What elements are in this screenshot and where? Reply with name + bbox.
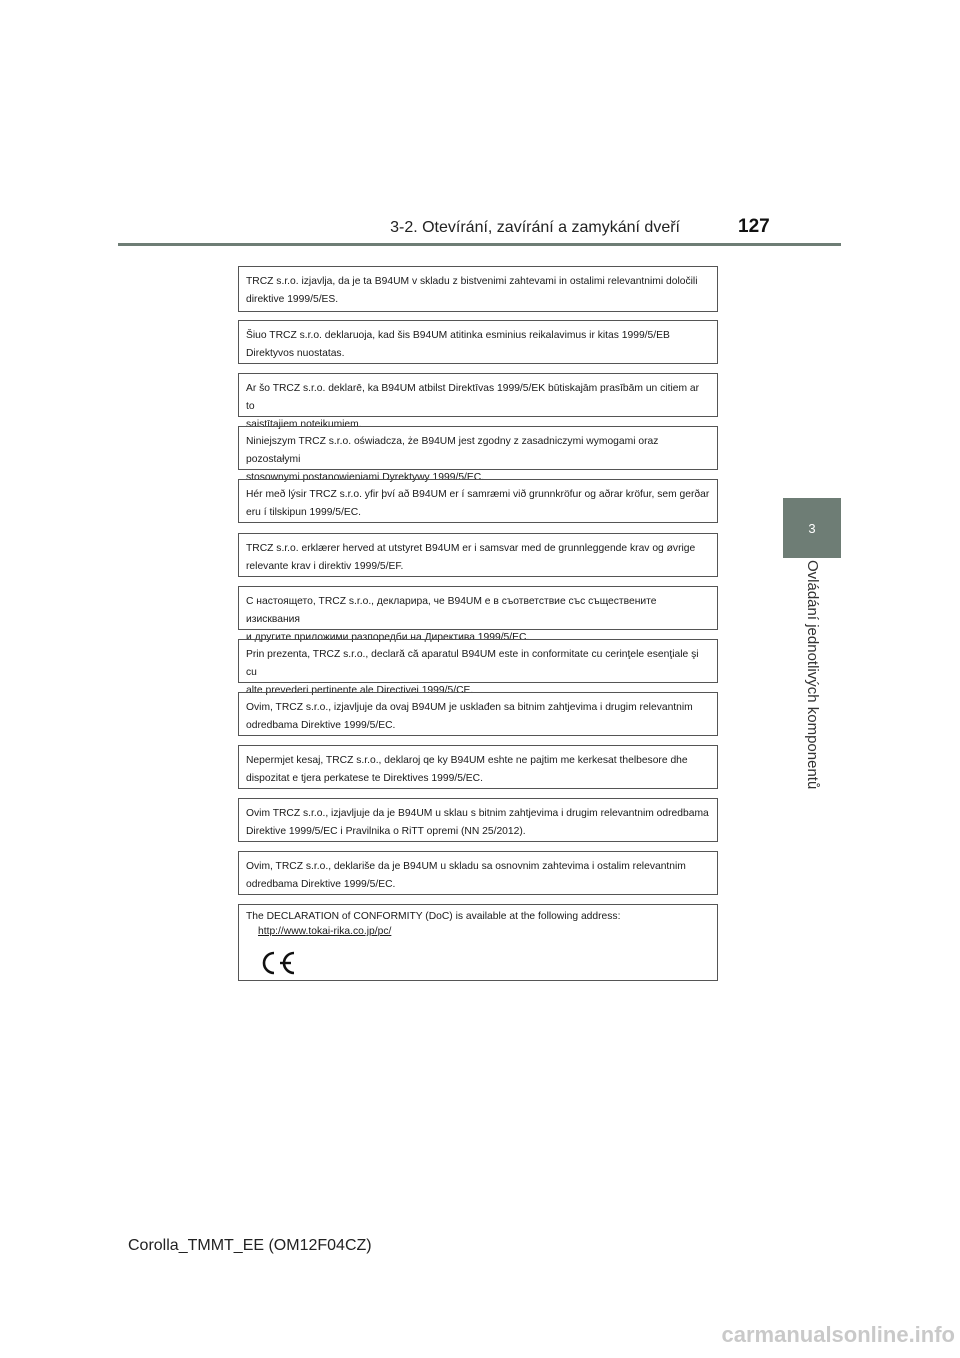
declaration-box	[238, 373, 718, 430]
declaration-box	[238, 851, 718, 895]
doc-availability-box	[238, 904, 718, 981]
declaration-line: Hér með lýsir TRCZ s.r.o. yfir því að B94UM er í samræmi við grunnkröfur og aðrar kröfur, sem gerðar	[246, 489, 710, 500]
declaration-line: Direktive 1999/5/EC i Pravilnika o RiTT opremi (NN 25/2012).	[246, 826, 526, 837]
declaration-line: С настоящето, TRCZ s.r.o., декларира, че B94UM е в съответствие със съществените изисквания	[246, 596, 657, 625]
declaration-line: Ovim, TRCZ s.r.o., deklariše da je B94UM u skladu sa osnovnim zahtevima i ostalim relevantnim	[246, 861, 686, 872]
doc-url-link[interactable]: http://www.tokai-rika.co.jp/pc/	[258, 926, 392, 937]
declaration-line: alte prevederi pertinente ale Directivei 1999/5/CE.	[246, 685, 474, 696]
declaration-line: odredbama Direktive 1999/5/EC.	[246, 720, 396, 731]
footer-model-code: Corolla_TMMT_EE (OM12F04CZ)	[128, 1237, 372, 1254]
declaration-box	[238, 745, 718, 789]
declaration-line: Šiuo TRCZ s.r.o. deklaruoja, kad šis B94UM atitinka esminius reikalavimus ir kitas 1999/5/EB	[246, 330, 670, 341]
declaration-box	[238, 426, 718, 483]
declaration-line: Prin prezenta, TRCZ s.r.o., declară că aparatul B94UM este in conformitate cu cerinţele esenţiale şi cu	[246, 649, 699, 678]
declaration-line: Direktyvos nuostatas.	[246, 348, 345, 359]
chapter-number: 3	[808, 520, 816, 536]
declaration-box	[238, 320, 718, 364]
declaration-box	[238, 266, 718, 312]
declaration-box	[238, 798, 718, 842]
declaration-box	[238, 533, 718, 577]
site-watermark: carmanualsonline.info	[721, 1322, 955, 1347]
declaration-line: Nepermjet kesaj, TRCZ s.r.o., deklaroj qe ky B94UM eshte ne pajtim me kerkesat thelbesore dhe	[246, 755, 688, 766]
declaration-box	[238, 692, 718, 736]
declaration-box	[238, 639, 718, 696]
declaration-line: и другите приложими разпоредби на Директива 1999/5/EC.	[246, 632, 530, 643]
declaration-line: Ovim, TRCZ s.r.o., izjavljuje da ovaj B94UM je usklađen sa bitnim zahtjevima i drugim relevantnim	[246, 702, 693, 713]
declaration-line: TRCZ s.r.o. izjavlja, da je ta B94UM v skladu z bistvenimi zahtevami in ostalimi relevantnimi določili	[246, 276, 698, 287]
header-rule	[118, 243, 841, 246]
declaration-line: Ovim TRCZ s.r.o., izjavljuje da je B94UM u sklau s bitnim zahtjevima i drugim relevantnim odredbama	[246, 808, 709, 819]
declaration-line: Niniejszym TRCZ s.r.o. oświadcza, że B94UM jest zgodny z zasadniczymi wymogami oraz pozostałymi	[246, 436, 659, 465]
declaration-line: direktive 1999/5/ES.	[246, 294, 339, 305]
declaration-line: odredbama Direktive 1999/5/EC.	[246, 879, 396, 890]
declaration-line: TRCZ s.r.o. erklærer herved at utstyret B94UM er i samsvar med de grunnleggende krav og øvrige	[246, 543, 696, 554]
ce-mark-icon	[258, 950, 298, 976]
declaration-line: stosownymi postanowieniami Dyrektywy 1999/5/EC.	[246, 472, 485, 483]
section-title: 3-2. Otevírání, zavírání a zamykání dveří	[390, 219, 680, 236]
declaration-line: relevante krav i direktiv 1999/5/EF.	[246, 561, 404, 572]
declaration-box	[238, 479, 718, 523]
page-number: 127	[738, 216, 770, 237]
chapter-title-wrap	[783, 560, 841, 810]
declaration-line: Ar šo TRCZ s.r.o. deklarē, ka B94UM atbilst Direktīvas 1999/5/EK būtiskajām prasībām un citiem ar to	[246, 383, 700, 412]
declaration-box	[238, 586, 718, 643]
chapter-tab	[783, 498, 841, 558]
declaration-line: eru í tilskipun 1999/5/EC.	[246, 507, 362, 518]
chapter-title: Ovládání jednotlivých komponentů	[804, 560, 821, 790]
declaration-line: dispozitat e tjera perkatese te Direktives 1999/5/EC.	[246, 773, 483, 784]
doc-text: The DECLARATION of CONFORMITY (DoC) is available at the following address:	[246, 911, 621, 922]
declaration-line: saistītajiem noteikumiem.	[246, 419, 362, 430]
